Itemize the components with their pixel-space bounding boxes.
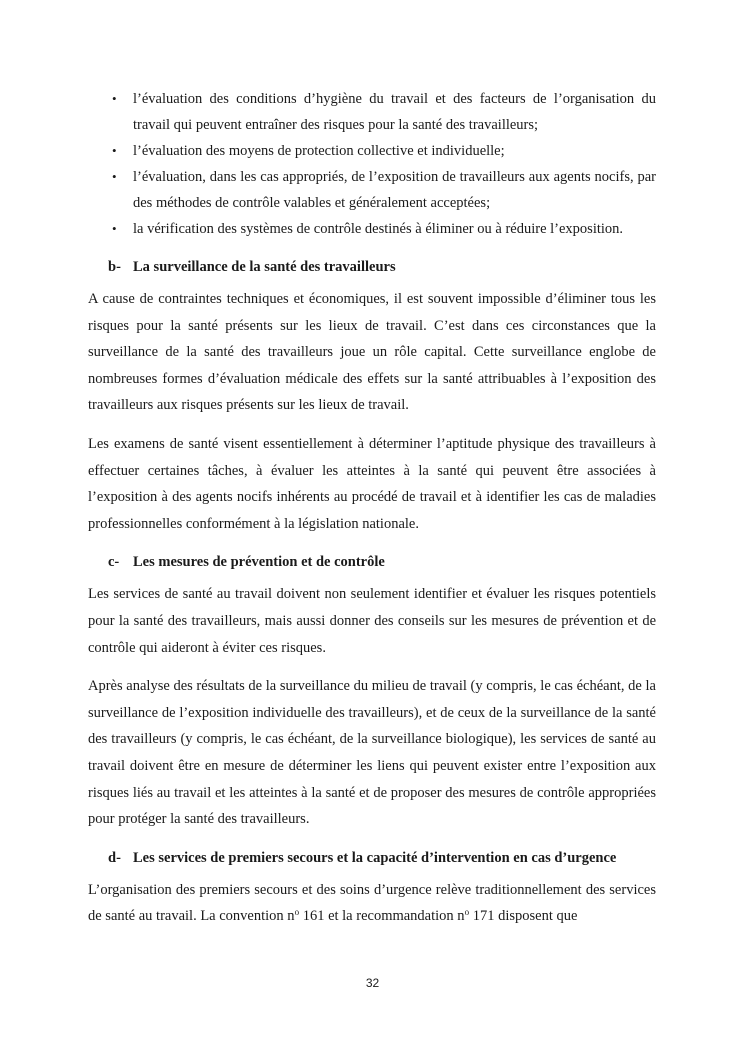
- bullet-list: [88, 86, 656, 242]
- section-d-heading: [108, 845, 656, 871]
- section-b-heading: [108, 254, 656, 280]
- superscript-o: o: [464, 907, 470, 918]
- section-c-paragraph-2: Après analyse des résultats de la surveillance du milieu de travail (y compris, le cas échéant, de la surveillance de l’exposition individuelle des travailleurs), et de ceux de la surveillance de la santé des travailleurs (y compris, le cas échéant, de la surveillance biologique), les services de santé au travail doivent être en mesure de déterminer les liens qui peuvent exister entre l’exposition aux risques liés au travail et les atteintes à la santé et de proposer des mesures de contrôle appropriées pour protéger la santé des travailleurs.: [88, 678, 656, 828]
- bullet-item: [88, 86, 656, 138]
- section-c-paragraph-1: Les services de santé au travail doivent non seulement identifier et évaluer les risques potentiels pour la santé des travailleurs, mais aussi donner des conseils sur les mesures de prévention et de contrôle qui aideront à éviter ces risques.: [88, 586, 656, 656]
- bullet-icon: •: [112, 221, 117, 236]
- section-d-text-part-3: 171 disposent que: [469, 908, 578, 925]
- superscript-o: o: [294, 907, 300, 918]
- section-c-heading: [108, 549, 656, 575]
- bullet-icon: •: [112, 169, 117, 184]
- section-d-title: Les services de premiers secours et la capacité d’intervention en cas d’urgence: [133, 849, 617, 866]
- bullet-text: l’évaluation des moyens de protection collective et individuelle;: [133, 143, 505, 159]
- section-c-title: Les mesures de prévention et de contrôle: [133, 554, 385, 571]
- section-b-title: La surveillance de la santé des travailleurs: [133, 259, 396, 275]
- bullet-text: la vérification des systèmes de contrôle destinés à éliminer ou à réduire l’exposition.: [133, 221, 624, 237]
- section-d-letter: d-: [108, 849, 121, 866]
- bullet-item: [88, 138, 656, 164]
- document-page: [88, 86, 656, 942]
- section-d-text-part-2: 161 et la recommandation n: [299, 908, 465, 925]
- bullet-text: l’évaluation des conditions d’hygiène du travail et des facteurs de l’organisation du travail qui peuvent entraîner des risques pour la santé des travailleurs;: [133, 91, 656, 133]
- page-number: 32: [365, 976, 380, 990]
- bullet-text: l’évaluation, dans les cas appropriés, de l’exposition de travailleurs aux agents nocifs, par des méthodes de contrôle valables et généralement acceptées;: [133, 169, 656, 211]
- section-d-paragraph-1: [88, 877, 656, 930]
- bullet-item: [88, 216, 656, 242]
- section-c-letter: c-: [108, 554, 120, 571]
- section-b-letter: b-: [108, 259, 121, 275]
- bullet-icon: •: [112, 143, 117, 158]
- bullet-icon: •: [112, 91, 117, 106]
- bullet-item: [88, 164, 656, 216]
- section-b-paragraph-2: Les examens de santé visent essentiellement à déterminer l’aptitude physique des travailleurs à effectuer certaines tâches, à évaluer les atteintes à la santé qui peuvent être associées à l’exposition à des agents nocifs inhérents au procédé de travail et à identifier les cas de maladies professionnelles conformément à la législation nationale.: [88, 435, 656, 532]
- section-d-text-part-1: L’organisation des premiers secours et des soins d’urgence relève traditionnellement des services de santé au travail. La convention n: [88, 881, 656, 925]
- section-b-paragraph-1: A cause de contraintes techniques et économiques, il est souvent impossible d’éliminer tous les risques pour la santé présents sur les lieux de travail. C’est dans ces circonstances que la surveillance de la santé des travailleurs joue un rôle capital. Cette surveillance englobe de nombreuses formes d’évaluation médicale des effets sur la santé attribuables à l’exposition des travailleurs aux risques présents sur les lieux de travail.: [88, 291, 656, 414]
